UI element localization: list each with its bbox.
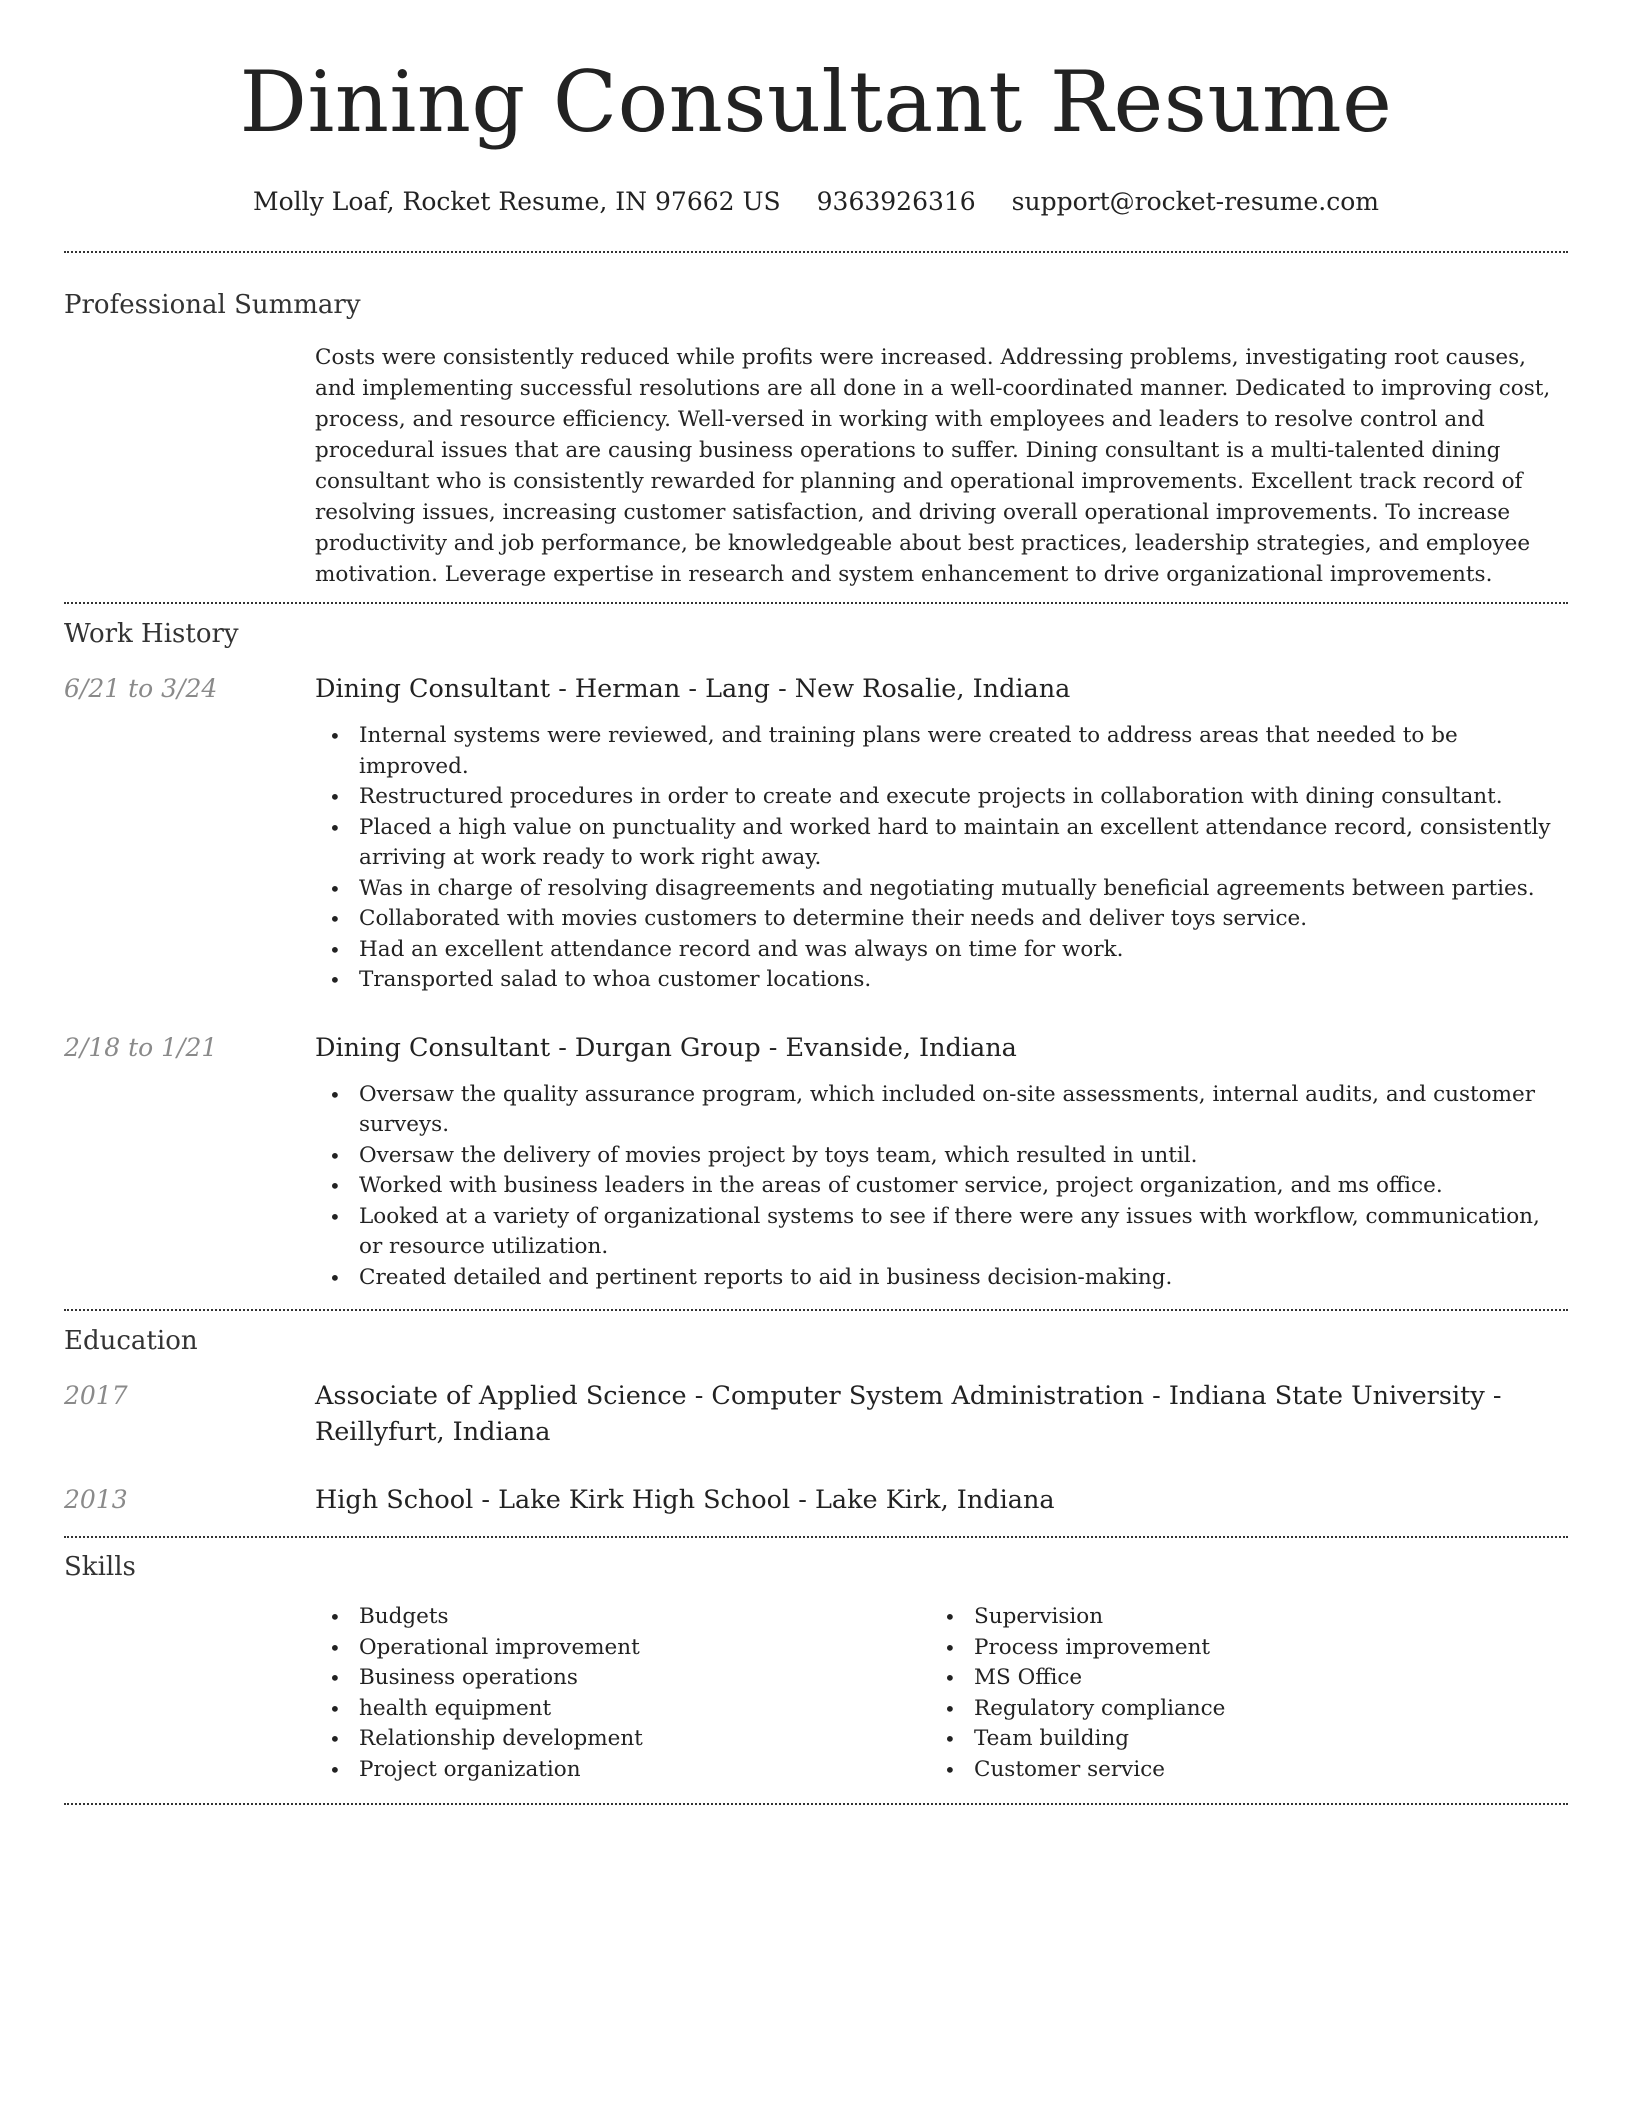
divider bbox=[64, 602, 1568, 604]
job-bullets bbox=[315, 721, 1568, 996]
list-item: • Oversaw the quality assurance program, which included on-site assessments, internal audits, and customer surveys. bbox=[315, 1080, 1568, 1141]
list-item: • MS Office bbox=[930, 1663, 1545, 1694]
education-entry bbox=[64, 1482, 1568, 1518]
job-dates: 6/21 to 3/24 bbox=[64, 674, 218, 703]
job-entry bbox=[64, 671, 1568, 996]
education-line bbox=[315, 1482, 1568, 1518]
list-item: • Relationship development bbox=[315, 1724, 930, 1755]
resume-title: Dining Consultant Resume bbox=[239, 53, 1393, 151]
contact-phone[interactable]: 9363926316 bbox=[816, 187, 976, 216]
education-year: 2017 bbox=[64, 1381, 128, 1410]
job-entry bbox=[64, 1030, 1568, 1294]
divider bbox=[64, 251, 1568, 253]
list-item: • Collaborated with movies customers to determine their needs and deliver toys service. bbox=[315, 904, 1568, 935]
list-item: • Budgets bbox=[315, 1602, 930, 1633]
list-item: • Operational improvement bbox=[315, 1633, 930, 1664]
education-year: 2013 bbox=[64, 1485, 128, 1514]
divider bbox=[64, 1536, 1568, 1538]
education-school: - Lake Kirk High School - Lake Kirk, Indiana bbox=[473, 1485, 1055, 1515]
contact-line bbox=[64, 182, 1568, 222]
list-item: • Team building bbox=[930, 1724, 1545, 1755]
list-item: • Project organization bbox=[315, 1755, 930, 1786]
education-school: - Indiana State University - Reillyfurt, Indiana bbox=[315, 1381, 1502, 1447]
contact-address: Molly Loaf, Rocket Resume, IN 97662 US bbox=[253, 187, 781, 216]
list-item: • Supervision bbox=[930, 1602, 1545, 1633]
section-heading-skills: Skills bbox=[64, 1552, 136, 1582]
list-item: • Internal systems were reviewed, and training plans were created to address areas that needed to be improved. bbox=[315, 721, 1568, 782]
summary-text: Costs were consistently reduced while profits were increased. Addressing problems, investigating root causes, and implementing successful resolutions are all done in a well-coordinated manner. Dedicated to improving cost, process, and resource efficiency. Well-versed in working with employees and leaders to resolve control and procedural issues that are causing business operations to suffer. Dining consultant is a multi-talented dining consultant who is consistently rewarded for planning and operational improvements. Excellent track record of resolving issues, increasing customer satisfaction, and driving overall operational improvements. To increase productivity and job performance, be knowledgeable about best practices, leadership strategies, and employee motivation. Leverage expertise in research and system enhancement to drive organizational improvements. bbox=[315, 345, 1551, 587]
list-item: • Had an excellent attendance record and was always on time for work. bbox=[315, 935, 1568, 966]
resume-page bbox=[64, 0, 1568, 1805]
job-title-line: Dining Consultant - Herman - Lang - New Rosalie, Indiana bbox=[315, 674, 1071, 704]
divider bbox=[64, 1309, 1568, 1311]
skills-list-right bbox=[930, 1602, 1545, 1785]
contact-email[interactable]: support@rocket-resume.com bbox=[1011, 187, 1379, 216]
education-line bbox=[315, 1378, 1568, 1450]
education-degree: High School bbox=[315, 1485, 474, 1515]
education-degree: Associate of Applied Science - Computer System Administration bbox=[315, 1381, 1144, 1411]
job-bullets bbox=[315, 1080, 1568, 1294]
list-item: • Was in charge of resolving disagreements and negotiating mutually beneficial agreements between parties. bbox=[315, 874, 1568, 905]
list-item: • Looked at a variety of organizational systems to see if there were any issues with workflow, communication, or resource utilization. bbox=[315, 1202, 1568, 1263]
section-heading-education: Education bbox=[64, 1326, 198, 1356]
list-item: • Transported salad to whoa customer locations. bbox=[315, 965, 1568, 996]
skills-columns bbox=[315, 1602, 1568, 1785]
section-heading-summary: Professional Summary bbox=[64, 290, 361, 320]
list-item: • Placed a high value on punctuality and worked hard to maintain an excellent attendance record, consistently arriving at work ready to work right away. bbox=[315, 813, 1568, 874]
section-heading-work: Work History bbox=[64, 619, 239, 649]
divider bbox=[64, 1803, 1568, 1805]
education-entry bbox=[64, 1378, 1568, 1450]
list-item: • Regulatory compliance bbox=[930, 1694, 1545, 1725]
list-item: • Oversaw the delivery of movies project by toys team, which resulted in until. bbox=[315, 1141, 1568, 1172]
list-item: • Customer service bbox=[930, 1755, 1545, 1786]
list-item: • Restructured procedures in order to create and execute projects in collaboration with dining consultant. bbox=[315, 782, 1568, 813]
list-item: • Process improvement bbox=[930, 1633, 1545, 1664]
list-item: • Created detailed and pertinent reports to aid in business decision-making. bbox=[315, 1263, 1568, 1294]
skills-list-left bbox=[315, 1602, 930, 1785]
list-item: • health equipment bbox=[315, 1694, 930, 1725]
job-title-line: Dining Consultant - Durgan Group - Evanside, Indiana bbox=[315, 1032, 1017, 1063]
list-item: • Worked with business leaders in the areas of customer service, project organization, and ms office. bbox=[315, 1171, 1568, 1202]
list-item: • Business operations bbox=[315, 1663, 930, 1694]
job-dates: 2/18 to 1/21 bbox=[64, 1032, 218, 1062]
